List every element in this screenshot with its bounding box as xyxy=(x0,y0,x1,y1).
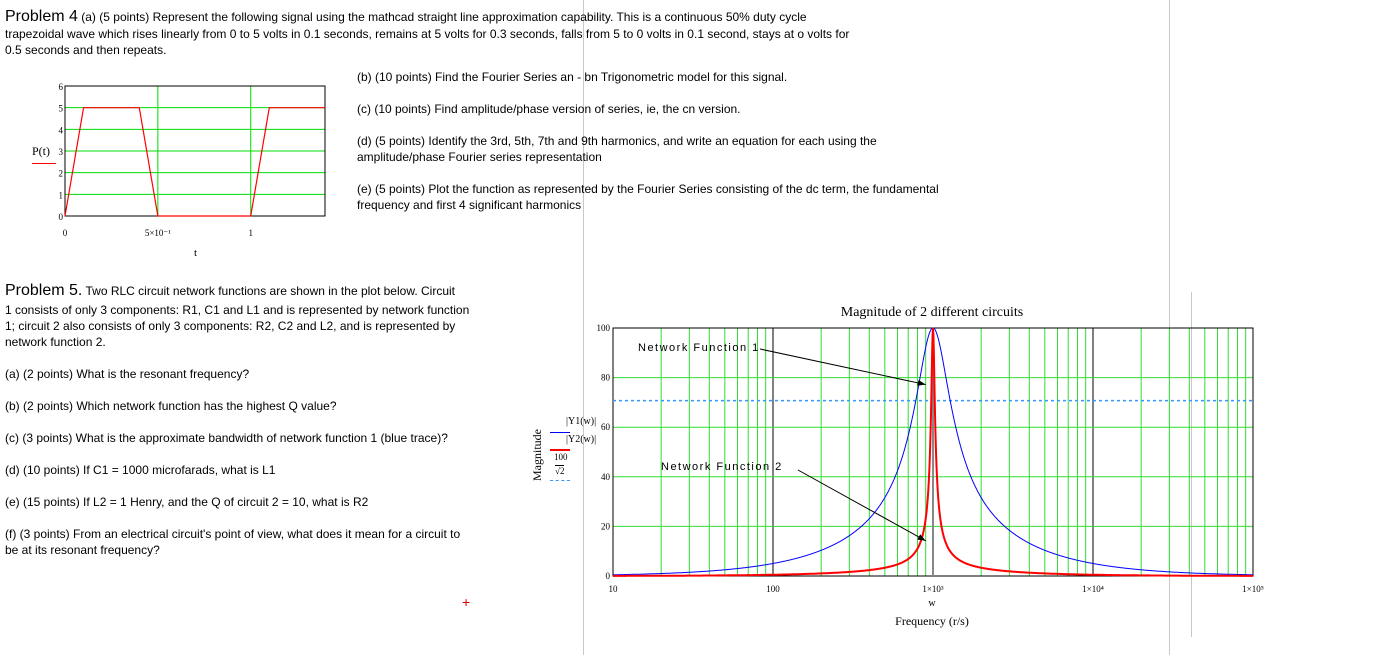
problem4-c: (c) (10 points) Find amplitude/phase version of series, ie, the cn version. xyxy=(357,102,741,116)
x-tick-label: 0 xyxy=(62,228,68,238)
y-tick-label: 20 xyxy=(601,521,610,532)
legend-y2: |Y2(w)| xyxy=(566,434,597,445)
y-tick-label: 4 xyxy=(58,125,63,136)
problem4-text: (a) (5 points) Represent the following signal using the mathcad straight line approximation capability. This is a continuous 50% duty cycle xyxy=(81,10,807,24)
legend-ref-line xyxy=(550,480,570,481)
annotation-arrow xyxy=(798,470,926,541)
y-tick-label: 2 xyxy=(58,168,63,179)
annotation-arrow xyxy=(760,349,926,385)
legend-y2-line xyxy=(550,449,570,451)
plot1-ylabel: P(t) xyxy=(32,144,50,158)
y-tick-label: 6 xyxy=(58,82,63,92)
problem5-f1: (f) (3 points) From an electrical circuit's point of view, what does it mean for a circuit to xyxy=(5,527,461,541)
annotation-nf2: Network Function 2 xyxy=(661,461,783,473)
problem4-d1: (d) (5 points) Identify the 3rd, 5th, 7th and 9th harmonics, and write an equation for each using the xyxy=(357,134,877,148)
problem4-d2: amplitude/phase Fourier series representation xyxy=(357,150,602,164)
problem4-e1: (e) (5 points) Plot the function as represented by the Fourier Series consisting of the dc term, the fundamental xyxy=(357,182,939,196)
legend-y1-line xyxy=(550,432,570,433)
insertion-cursor[interactable]: + xyxy=(462,594,471,610)
problem5-intro4: network function 2. xyxy=(5,335,106,349)
legend-ref-den: √2 xyxy=(555,466,565,476)
x-tick-label: 1×10³ xyxy=(922,584,944,594)
problem5-d: (d) (10 points) If C1 = 1000 microfarads, what is L1 xyxy=(5,463,276,477)
plot2-xvar: w xyxy=(928,598,936,609)
plot2-xlabel: Frequency (r/s) xyxy=(895,614,969,628)
y-tick-label: 5 xyxy=(58,103,63,114)
legend-ref-num: 100 xyxy=(554,452,568,462)
plot2-title: Magnitude of 2 different circuits xyxy=(840,305,1024,320)
y-tick-label: 0 xyxy=(605,571,610,581)
y-tick-label: 0 xyxy=(58,212,63,222)
plot2-ylabel: Magnitude xyxy=(530,429,544,481)
y-tick-label: 1 xyxy=(58,190,63,201)
problem5-title: Problem 5. xyxy=(5,282,83,299)
y-tick-label: 80 xyxy=(601,372,610,383)
y-tick-label: 60 xyxy=(601,422,610,433)
x-tick-label: 1 xyxy=(248,228,253,238)
problem5-c: (c) (3 points) What is the approximate bandwidth of network function 1 (blue trace)? xyxy=(5,431,448,445)
problem4-b: (b) (10 points) Find the Fourier Series an - bn Trigonometric model for this signal. xyxy=(357,70,788,84)
legend-y1: |Y1(w)| xyxy=(566,416,597,427)
problem4-line2: trapezoidal wave which rises linearly from 0 to 5 volts in 0.1 seconds, remains at 5 volts for 0.3 seconds, falls from 5 to 0 volts in 0.1 second, stays at o volts for xyxy=(5,27,850,41)
y-tick-label: 3 xyxy=(58,147,63,157)
problem4-line3: 0.5 seconds and then repeats. xyxy=(5,43,167,57)
y-tick-label: 40 xyxy=(601,471,610,482)
problem5-intro: Two RLC circuit network functions are shown in the plot below. Circuit xyxy=(82,284,455,298)
x-tick-label: 100 xyxy=(766,584,780,594)
problem4-e2: frequency and first 4 significant harmonics xyxy=(357,198,582,212)
annotation-nf1: Network Function 1 xyxy=(638,342,760,354)
plot1-xlabel: t xyxy=(194,247,198,259)
x-tick-label: 1×10⁵ xyxy=(1242,584,1264,594)
y-tick-label: 100 xyxy=(596,323,610,333)
problem5-a: (a) (2 points) What is the resonant frequency? xyxy=(5,367,250,381)
problem5-b: (b) (2 points) Which network function has the highest Q value? xyxy=(5,399,337,413)
x-tick-label: 1×10⁴ xyxy=(1082,584,1104,594)
problem5-e: (e) (15 points) If L2 = 1 Henry, and the Q of circuit 2 = 10, what is R2 xyxy=(5,495,369,509)
x-tick-label: 5×10⁻¹ xyxy=(144,228,171,238)
problem5-intro3: 1; circuit 2 also consists of only 3 components: R2, C2 and L2, and is represented by xyxy=(5,319,456,333)
problem4-title: Problem 4 xyxy=(5,8,78,25)
problem5-intro2: 1 consists of only 3 components: R1, C1 and L1 and is represented by network function xyxy=(5,303,470,317)
problem5-f2: be at its resonant frequency? xyxy=(5,543,160,557)
x-tick-label: 10 xyxy=(608,584,618,594)
